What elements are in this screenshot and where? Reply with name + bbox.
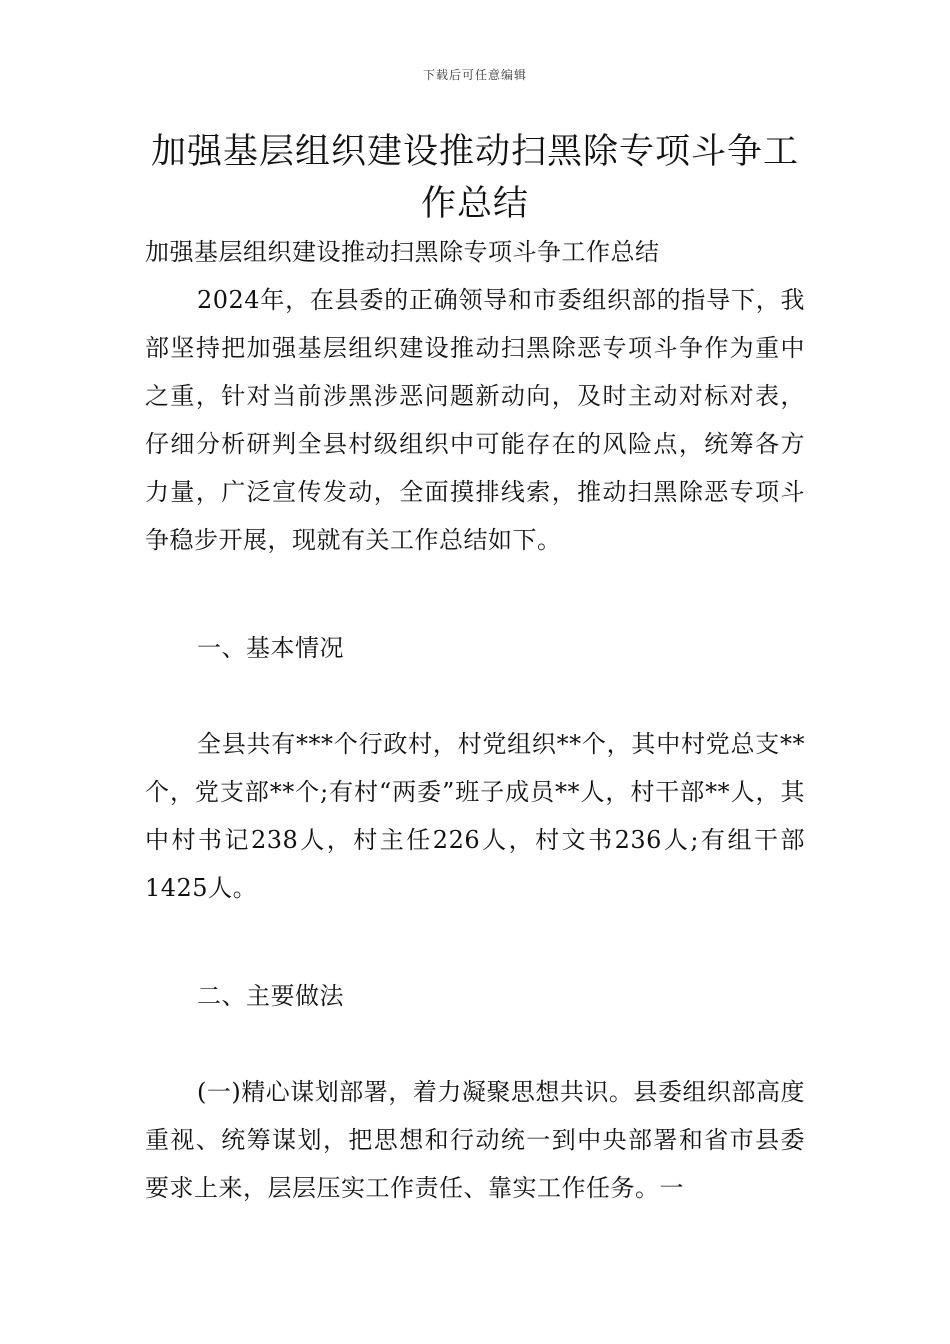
- section-heading-basic-situation: 一、基本情况: [197, 634, 344, 662]
- section-heading-main-practices: 二、主要做法: [197, 982, 344, 1010]
- document-subtitle: 加强基层组织建设推动扫黑除专项斗争工作总结: [145, 238, 660, 266]
- document-title: 加强基层组织建设推动扫黑除专项斗争工作总结: [150, 132, 799, 224]
- main-practices-paragraph: (一)精心谋划部署，着力凝聚思想共识。县委组织部高度重视、统筹谋划，把思想和行动统一到中央部署和省市县委要求上来，层层压实工作责任、靠实工作任务。一: [145, 1078, 805, 1202]
- header-note: 下载后可任意编辑: [422, 68, 527, 82]
- basic-situation-paragraph: 全县共有***个行政村，村党组织**个，其中村党总支**个，党支部**个;有村“两委”班子成员**人，村干部**人，其中村书记238人，村主任226人，村文书236人;有组干部1425人。: [145, 730, 805, 902]
- intro-paragraph: 2024年，在县委的正确领导和市委组织部的指导下，我部坚持把加强基层组织建设推动扫黑除恶专项斗争作为重中之重，针对当前涉黑涉恶问题新动向，及时主动对标对表，仔细分析研判全县村级组织中可能存在的风险点，统筹各方力量，广泛宣传发动，全面摸排线索，推动扫黑除恶专项斗争稳步开展，现就有关工作总结如下。: [145, 286, 805, 554]
